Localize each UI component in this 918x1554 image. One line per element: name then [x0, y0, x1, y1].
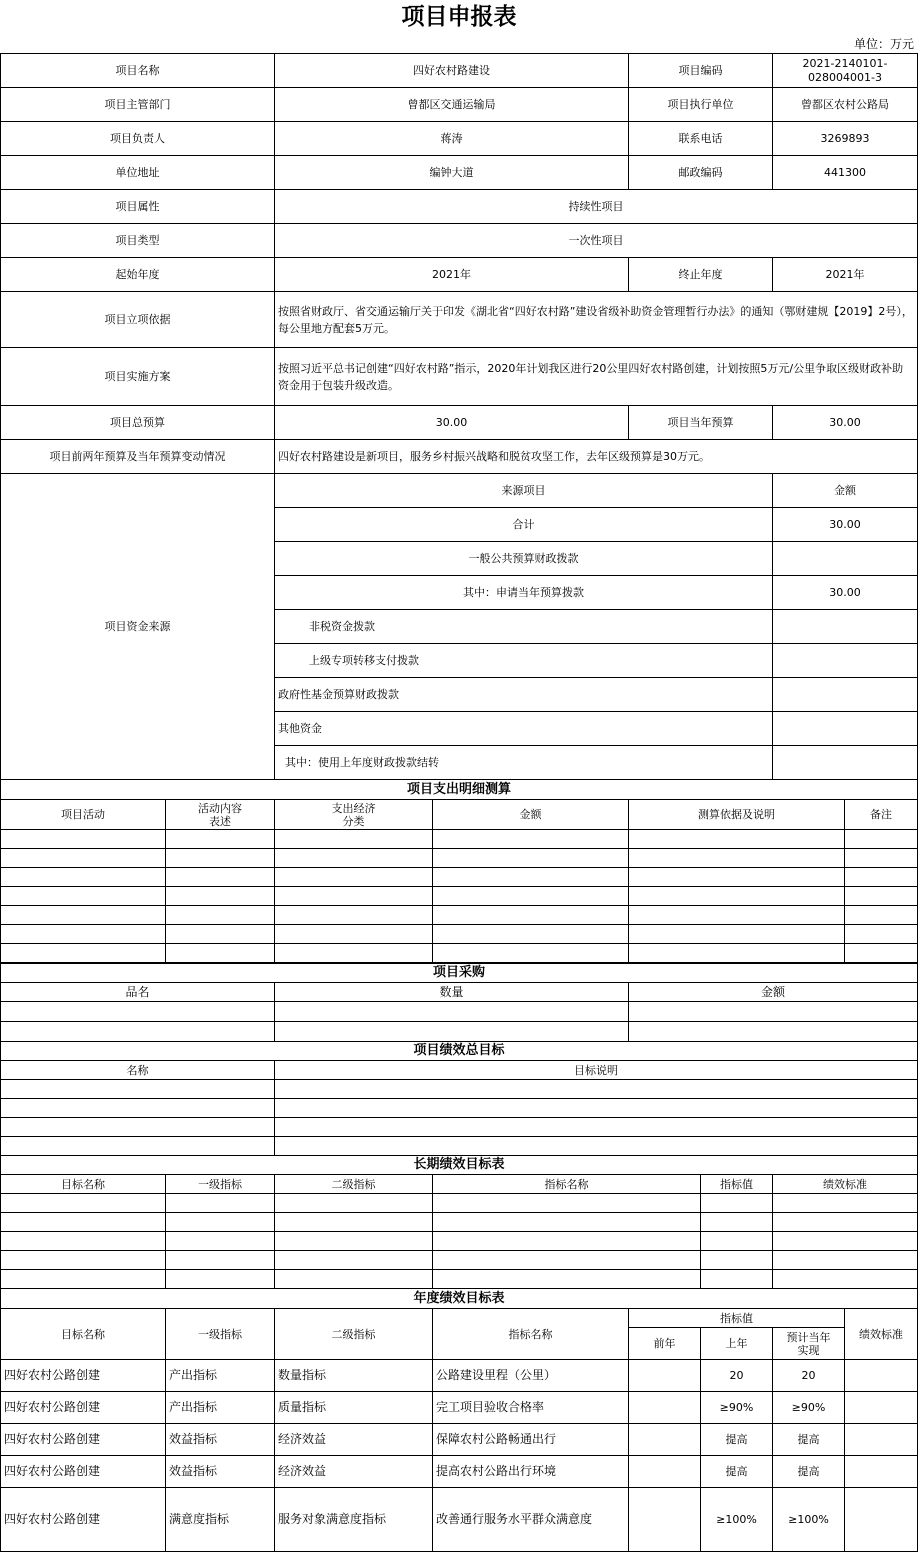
- project-code-line1: 2021-2140101-: [802, 56, 888, 70]
- project-code-value: [773, 54, 918, 88]
- annual-indicator-header: 指标名称: [433, 1309, 629, 1360]
- annual-header-row-1: [1, 1309, 918, 1328]
- annual-prev-header: 上年: [701, 1328, 773, 1360]
- funding-source-name: 合计: [275, 508, 773, 542]
- expense-econ-header: [275, 800, 433, 830]
- procurement-empty-row: [1, 1002, 918, 1022]
- annual-indicator: 公路建设里程（公里）: [433, 1360, 629, 1392]
- cell: [433, 1232, 701, 1251]
- dept-label: 项目主管部门: [1, 88, 275, 122]
- long-term-level1-header: 一级指标: [166, 1175, 275, 1194]
- annual-level1: 效益指标: [166, 1424, 275, 1456]
- address-label: 单位地址: [1, 156, 275, 190]
- cell: [1, 849, 166, 868]
- cell: [1, 1194, 166, 1213]
- funding-amount: [773, 746, 918, 780]
- annual-prev: 提高: [701, 1424, 773, 1456]
- cell: [845, 887, 918, 906]
- total-budget-label: 项目总预算: [1, 406, 275, 440]
- annual-prev: 提高: [701, 1456, 773, 1488]
- expense-detail-table: [0, 779, 918, 963]
- cell: [433, 1213, 701, 1232]
- cell: [166, 1232, 275, 1251]
- annual-expect: 20: [773, 1360, 845, 1392]
- annual-prev: 20: [701, 1360, 773, 1392]
- funding-amount: [773, 712, 918, 746]
- long-term-level2-header: 二级指标: [275, 1175, 433, 1194]
- cell: [275, 868, 433, 887]
- cell: [166, 868, 275, 887]
- cell: [1, 830, 166, 849]
- row-dept: [1, 88, 918, 122]
- cell: [629, 944, 845, 963]
- expense-activity-header: 项目活动: [1, 800, 166, 830]
- expense-remark-header: 备注: [845, 800, 918, 830]
- cell: [629, 925, 845, 944]
- annual-goal-table: [0, 1288, 918, 1552]
- annual-row: [1, 1392, 918, 1424]
- annual-level2: 质量指标: [275, 1392, 433, 1424]
- cell: [166, 1194, 275, 1213]
- overall-goal-table: [0, 1041, 918, 1156]
- cell: [773, 1232, 918, 1251]
- annual-title-row: [1, 1289, 918, 1309]
- funding-label: 项目资金来源: [1, 474, 275, 780]
- funding-header-row: [1, 474, 918, 508]
- cell: [433, 1194, 701, 1213]
- annual-row: [1, 1456, 918, 1488]
- annual-expect: 提高: [773, 1424, 845, 1456]
- phone-value: 3269893: [773, 122, 918, 156]
- type-value: 一次性项目: [275, 224, 918, 258]
- cell: [275, 887, 433, 906]
- annual-expect: ≥100%: [773, 1488, 845, 1552]
- cell: [773, 1213, 918, 1232]
- cell: [629, 1022, 918, 1042]
- long-term-section-title: 长期绩效目标表: [1, 1156, 918, 1175]
- start-year-label: 起始年度: [1, 258, 275, 292]
- cell: [701, 1213, 773, 1232]
- cell: [433, 1270, 701, 1289]
- cell: [166, 1213, 275, 1232]
- cell: [275, 1270, 433, 1289]
- project-code-label: 项目编码: [629, 54, 773, 88]
- cell: [275, 1080, 918, 1099]
- cell: [1, 1080, 275, 1099]
- cell: [275, 1002, 629, 1022]
- long-term-indicator-header: 指标名称: [433, 1175, 701, 1194]
- annual-goal: 四好农村公路创建: [1, 1488, 166, 1552]
- row-project-name: [1, 54, 918, 88]
- annual-level1-header: 一级指标: [166, 1309, 275, 1360]
- annual-expect-header: [773, 1328, 845, 1360]
- annual-prev: ≥100%: [701, 1488, 773, 1552]
- annual-level1: 产出指标: [166, 1360, 275, 1392]
- cell: [275, 1194, 433, 1213]
- row-leader: [1, 122, 918, 156]
- funding-source-name: 其中：使用上年度财政拨款结转: [275, 746, 773, 780]
- cell: [275, 830, 433, 849]
- long-term-empty-row: [1, 1270, 918, 1289]
- annual-level2: 服务对象满意度指标: [275, 1488, 433, 1552]
- overall-goal-desc-header: 目标说明: [275, 1061, 918, 1080]
- cell: [1, 906, 166, 925]
- annual-prev2: [629, 1456, 701, 1488]
- cell: [773, 1194, 918, 1213]
- dept-value: 曾都区交通运输局: [275, 88, 629, 122]
- annual-standard: [845, 1360, 918, 1392]
- cell: [433, 906, 629, 925]
- annual-value-group-header: 指标值: [629, 1309, 845, 1328]
- annual-level1: 效益指标: [166, 1456, 275, 1488]
- cell: [1, 944, 166, 963]
- long-term-standard-header: 绩效标准: [773, 1175, 918, 1194]
- expense-content-header-l1: 活动内容: [198, 801, 242, 815]
- long-term-empty-row: [1, 1213, 918, 1232]
- annual-indicator: 完工项目验收合格率: [433, 1392, 629, 1424]
- annual-standard: [845, 1424, 918, 1456]
- expense-title-row: [1, 780, 918, 800]
- leader-value: 蒋涛: [275, 122, 629, 156]
- long-term-value-header: 指标值: [701, 1175, 773, 1194]
- expense-empty-row: [1, 868, 918, 887]
- row-plan: [1, 348, 918, 406]
- phone-label: 联系电话: [629, 122, 773, 156]
- annual-goal: 四好农村公路创建: [1, 1360, 166, 1392]
- unit-label: 单位：万元: [853, 37, 914, 51]
- cell: [701, 1270, 773, 1289]
- procurement-qty-header: 数量: [275, 983, 629, 1002]
- row-budget: [1, 406, 918, 440]
- annual-prev2: [629, 1488, 701, 1552]
- attribute-value: 持续性项目: [275, 190, 918, 224]
- cell: [1, 887, 166, 906]
- annual-goal-header: 目标名称: [1, 1309, 166, 1360]
- row-address: [1, 156, 918, 190]
- funding-source-header: 来源项目: [275, 474, 773, 508]
- annual-row: [1, 1360, 918, 1392]
- expense-section-title: 项目支出明细测算: [1, 780, 918, 800]
- annual-indicator: 提高农村公路出行环境: [433, 1456, 629, 1488]
- budget-change-value: 四好农村路建设是新项目，服务乡村振兴战略和脱贫攻坚工作，去年区级预算是30万元。: [275, 440, 918, 474]
- funding-amount-header: 金额: [773, 474, 918, 508]
- annual-section-title: 年度绩效目标表: [1, 1289, 918, 1309]
- cell: [275, 1213, 433, 1232]
- end-year-label: 终止年度: [629, 258, 773, 292]
- cell: [629, 868, 845, 887]
- expense-amount-header: 金额: [433, 800, 629, 830]
- procurement-title-row: [1, 964, 918, 983]
- cell: [275, 1099, 918, 1118]
- cell: [433, 944, 629, 963]
- exec-unit-label: 项目执行单位: [629, 88, 773, 122]
- expense-empty-row: [1, 944, 918, 963]
- long-term-empty-row: [1, 1194, 918, 1213]
- type-label: 项目类型: [1, 224, 275, 258]
- funding-source-name: 其中：申请当年预算拨款: [275, 576, 773, 610]
- row-budget-change: [1, 440, 918, 474]
- cell: [433, 887, 629, 906]
- funding-amount: 30.00: [773, 576, 918, 610]
- cell: [1, 1251, 166, 1270]
- cell: [275, 1118, 918, 1137]
- funding-source-name: 其他资金: [275, 712, 773, 746]
- row-years: [1, 258, 918, 292]
- cell: [629, 849, 845, 868]
- attribute-label: 项目属性: [1, 190, 275, 224]
- annual-prev: ≥90%: [701, 1392, 773, 1424]
- procurement-table: [0, 963, 918, 1042]
- row-type: [1, 224, 918, 258]
- expense-empty-row: [1, 849, 918, 868]
- annual-goal: 四好农村公路创建: [1, 1424, 166, 1456]
- long-term-header-row: [1, 1175, 918, 1194]
- procurement-amount-header: 金额: [629, 983, 918, 1002]
- funding-amount: [773, 610, 918, 644]
- overall-goal-empty-row: [1, 1099, 918, 1118]
- cell: [773, 1251, 918, 1270]
- expense-header-row: [1, 800, 918, 830]
- leader-label: 项目负责人: [1, 122, 275, 156]
- annual-level2-header: 二级指标: [275, 1309, 433, 1360]
- annual-standard: [845, 1456, 918, 1488]
- cell: [773, 1270, 918, 1289]
- overall-goal-header-row: [1, 1061, 918, 1080]
- cell: [275, 944, 433, 963]
- cell: [629, 830, 845, 849]
- plan-label: 项目实施方案: [1, 348, 275, 406]
- annual-expect: ≥90%: [773, 1392, 845, 1424]
- cell: [845, 830, 918, 849]
- project-code-line2: 028004001-3: [808, 70, 882, 84]
- address-value: 编钟大道: [275, 156, 629, 190]
- cell: [629, 1002, 918, 1022]
- cell: [845, 849, 918, 868]
- annual-indicator: 改善通行服务水平群众满意度: [433, 1488, 629, 1552]
- cell: [1, 925, 166, 944]
- funding-source-name: 政府性基金预算财政拨款: [275, 678, 773, 712]
- cell: [275, 1137, 918, 1156]
- long-term-goal-header: 目标名称: [1, 1175, 166, 1194]
- annual-prev2: [629, 1360, 701, 1392]
- cell: [433, 830, 629, 849]
- cell: [1, 1270, 166, 1289]
- overall-goal-empty-row: [1, 1137, 918, 1156]
- long-term-goal-table: [0, 1155, 918, 1289]
- procurement-header-row: [1, 983, 918, 1002]
- exec-unit-value: 曾都区农村公路局: [773, 88, 918, 122]
- funding-amount: [773, 542, 918, 576]
- form-title: 项目申报表: [401, 4, 517, 30]
- cell: [433, 849, 629, 868]
- expense-empty-row: [1, 925, 918, 944]
- cell: [275, 849, 433, 868]
- cell: [166, 849, 275, 868]
- overall-goal-section-title: 项目绩效总目标: [1, 1042, 918, 1061]
- expense-empty-row: [1, 830, 918, 849]
- annual-standard: [845, 1488, 918, 1552]
- basic-info-table: [0, 53, 918, 780]
- expense-content-header-l2: 表述: [209, 814, 231, 828]
- cell: [433, 868, 629, 887]
- cell: [166, 925, 275, 944]
- overall-goal-title-row: [1, 1042, 918, 1061]
- cell: [166, 944, 275, 963]
- annual-level1: 满意度指标: [166, 1488, 275, 1552]
- procurement-name-header: 品名: [1, 983, 275, 1002]
- cell: [275, 1251, 433, 1270]
- total-budget-value: 30.00: [275, 406, 629, 440]
- annual-indicator: 保障农村公路畅通出行: [433, 1424, 629, 1456]
- funding-amount: [773, 678, 918, 712]
- end-year-value: 2021年: [773, 258, 918, 292]
- expense-content-header: [166, 800, 275, 830]
- expense-econ-header-l2: 分类: [342, 814, 365, 828]
- year-budget-label: 项目当年预算: [629, 406, 773, 440]
- cell: [1, 1213, 166, 1232]
- annual-expect-header-l2: 实现: [797, 1343, 820, 1357]
- cell: [845, 925, 918, 944]
- cell: [629, 887, 845, 906]
- cell: [166, 830, 275, 849]
- procurement-empty-row: [1, 1022, 918, 1042]
- project-name-label: 项目名称: [1, 54, 275, 88]
- overall-goal-name-header: 名称: [1, 1061, 275, 1080]
- cell: [701, 1232, 773, 1251]
- funding-source-name: 上级专项转移支付拨款: [275, 644, 773, 678]
- expense-empty-row: [1, 887, 918, 906]
- cell: [1, 1099, 275, 1118]
- postcode-value: 441300: [773, 156, 918, 190]
- overall-goal-empty-row: [1, 1118, 918, 1137]
- annual-goal: 四好农村公路创建: [1, 1456, 166, 1488]
- cell: [275, 1232, 433, 1251]
- basis-label: 项目立项依据: [1, 292, 275, 348]
- long-term-title-row: [1, 1156, 918, 1175]
- cell: [1, 868, 166, 887]
- expense-econ-header-l1: 支出经济: [331, 801, 376, 815]
- annual-level2: 经济效益: [275, 1456, 433, 1488]
- cell: [845, 944, 918, 963]
- annual-prev2-header: 前年: [629, 1328, 701, 1360]
- expense-basis-header: 测算依据及说明: [629, 800, 845, 830]
- annual-goal: 四好农村公路创建: [1, 1392, 166, 1424]
- cell: [1, 1002, 275, 1022]
- cell: [275, 925, 433, 944]
- row-attribute: [1, 190, 918, 224]
- cell: [166, 1270, 275, 1289]
- procurement-section-title: 项目采购: [1, 964, 918, 983]
- cell: [701, 1194, 773, 1213]
- cell: [433, 925, 629, 944]
- row-basis: [1, 292, 918, 348]
- cell: [1, 1232, 166, 1251]
- annual-row: [1, 1488, 918, 1552]
- annual-expect-header-l1: 预计当年: [786, 1330, 831, 1344]
- funding-source-name: 非税资金拨款: [275, 610, 773, 644]
- long-term-empty-row: [1, 1251, 918, 1270]
- annual-standard: [845, 1392, 918, 1424]
- cell: [166, 906, 275, 925]
- annual-prev2: [629, 1392, 701, 1424]
- cell: [1, 1118, 275, 1137]
- annual-level2: 数量指标: [275, 1360, 433, 1392]
- year-budget-value: 30.00: [773, 406, 918, 440]
- annual-level2: 经济效益: [275, 1424, 433, 1456]
- annual-level1: 产出指标: [166, 1392, 275, 1424]
- cell: [275, 1022, 629, 1042]
- annual-expect: 提高: [773, 1456, 845, 1488]
- start-year-value: 2021年: [275, 258, 629, 292]
- funding-amount: [773, 644, 918, 678]
- funding-amount: 30.00: [773, 508, 918, 542]
- project-name-value: 四好农村路建设: [275, 54, 629, 88]
- cell: [701, 1251, 773, 1270]
- expense-empty-row: [1, 906, 918, 925]
- postcode-label: 邮政编码: [629, 156, 773, 190]
- annual-row: [1, 1424, 918, 1456]
- cell: [275, 906, 433, 925]
- annual-standard-header: 绩效标准: [845, 1309, 918, 1360]
- basis-value: 按照省财政厅、省交通运输厅关于印发《湖北省“四好农村路”建设省级补助资金管理暂行办法》的通知（鄂财建规【2019】2号），每公里地方配套5万元。: [275, 292, 918, 348]
- annual-prev2: [629, 1424, 701, 1456]
- overall-goal-empty-row: [1, 1080, 918, 1099]
- budget-change-label: 项目前两年预算及当年预算变动情况: [1, 440, 275, 474]
- long-term-empty-row: [1, 1232, 918, 1251]
- cell: [166, 887, 275, 906]
- cell: [1, 1022, 275, 1042]
- cell: [166, 1251, 275, 1270]
- funding-source-name: 一般公共预算财政拨款: [275, 542, 773, 576]
- cell: [629, 906, 845, 925]
- cell: [433, 1251, 701, 1270]
- cell: [845, 868, 918, 887]
- cell: [845, 906, 918, 925]
- cell: [1, 1137, 275, 1156]
- plan-value: 按照习近平总书记创建“四好农村路”指示，2020年计划我区进行20公里四好农村路创建，计划按照5万元/公里争取区级财政补助资金用于包装升级改造。: [275, 348, 918, 406]
